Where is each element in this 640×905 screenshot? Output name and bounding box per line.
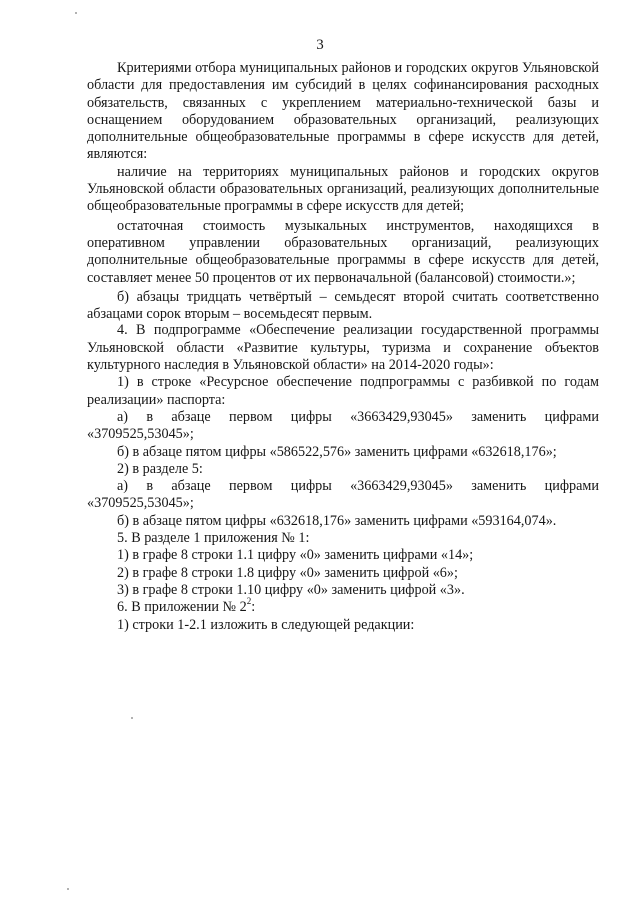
scan-speck [67, 888, 69, 890]
scan-speck [75, 12, 77, 14]
paragraph-fifth-abzac-2: б) в абзаце пятом цифры «632618,176» заменить цифрами «593164,074». [117, 512, 557, 529]
paragraph-renumbering: б) абзацы тридцать четвёртый – семьдесят второй считать соответственно абзацами сорок вторым – восемьдесят первым. [87, 288, 599, 323]
paragraph-rows-edition: 1) строки 1-2.1 изложить в следующей редакции: [117, 616, 415, 633]
paragraph-row-1-1: 1) в графе 8 строки 1.1 цифру «0» заменить цифрами «14»; [117, 547, 474, 564]
paragraph-section-5: 2) в разделе 5: [117, 460, 203, 477]
paragraph-criterion-organizations: наличие на территориях муниципальных районов и городских округов Ульяновской области образовательных организаций, реализующих дополнительные общеобразовательные программы в сфере искусств для детей; [87, 163, 599, 215]
paragraph-appendix-2 [87, 596, 599, 616]
appendix-2-colon: : [251, 599, 256, 616]
paragraph-first-abzac-2: а) в абзаце первом цифры «3663429,93045» заменить цифрами «3709525,53045»; [87, 478, 599, 512]
appendix-2-superscript: 2 [246, 596, 252, 607]
paragraph-row-1-8: 2) в графе 8 строки 1.8 цифру «0» заменить цифрой «6»; [117, 564, 458, 581]
paragraph-selection-criteria: Критериями отбора муниципальных районов и городских округов Ульяновской области для предоставления им субсидий в целях софинансирования расходных обязательств, связанных с укреплением материально-технической базы и оснащением оборудованием образовательных организаций, реализующих дополнительные общеобразовательные программы в сфере искусств для детей, являются: [87, 60, 599, 163]
paragraph-resource-row: 1) в строке «Ресурсное обеспечение подпрограммы с разбивкой по годам реализации» паспорта: [87, 374, 599, 408]
paragraph-first-abzac-1: а) в абзаце первом цифры «3663429,93045» заменить цифрами «3709525,53045»; [87, 408, 599, 443]
paragraph-criterion-instruments: остаточная стоимость музыкальных инструментов, находящихся в оперативном управлении образовательных организаций, реализующих дополнительные общеобразовательные программы в сфере искусств для детей, составляет менее 50 процентов от их первоначальной (балансовой) стоимости.»; [87, 217, 599, 286]
paragraph-subprogram-amendment: 4. В подпрограмме «Обеспечение реализации государственной программы Ульяновской области «Развитие культуры, туризма и сохранение объектов культурного наследия в Ульяновской области» на 2014-2020 годы»: [87, 322, 599, 374]
paragraph-appendix-1: 5. В разделе 1 приложения № 1: [117, 530, 310, 547]
document-body [87, 60, 599, 634]
paragraph-row-1-10: 3) в графе 8 строки 1.10 цифру «0» заменить цифрой «3». [117, 581, 465, 598]
paragraph-fifth-abzac-1: б) в абзаце пятом цифры «586522,576» заменить цифрами «632618,176»; [117, 443, 557, 460]
scan-speck [131, 717, 133, 719]
page-number: 3 [316, 37, 324, 53]
appendix-2-text: 6. В приложении № 2 [117, 599, 247, 616]
